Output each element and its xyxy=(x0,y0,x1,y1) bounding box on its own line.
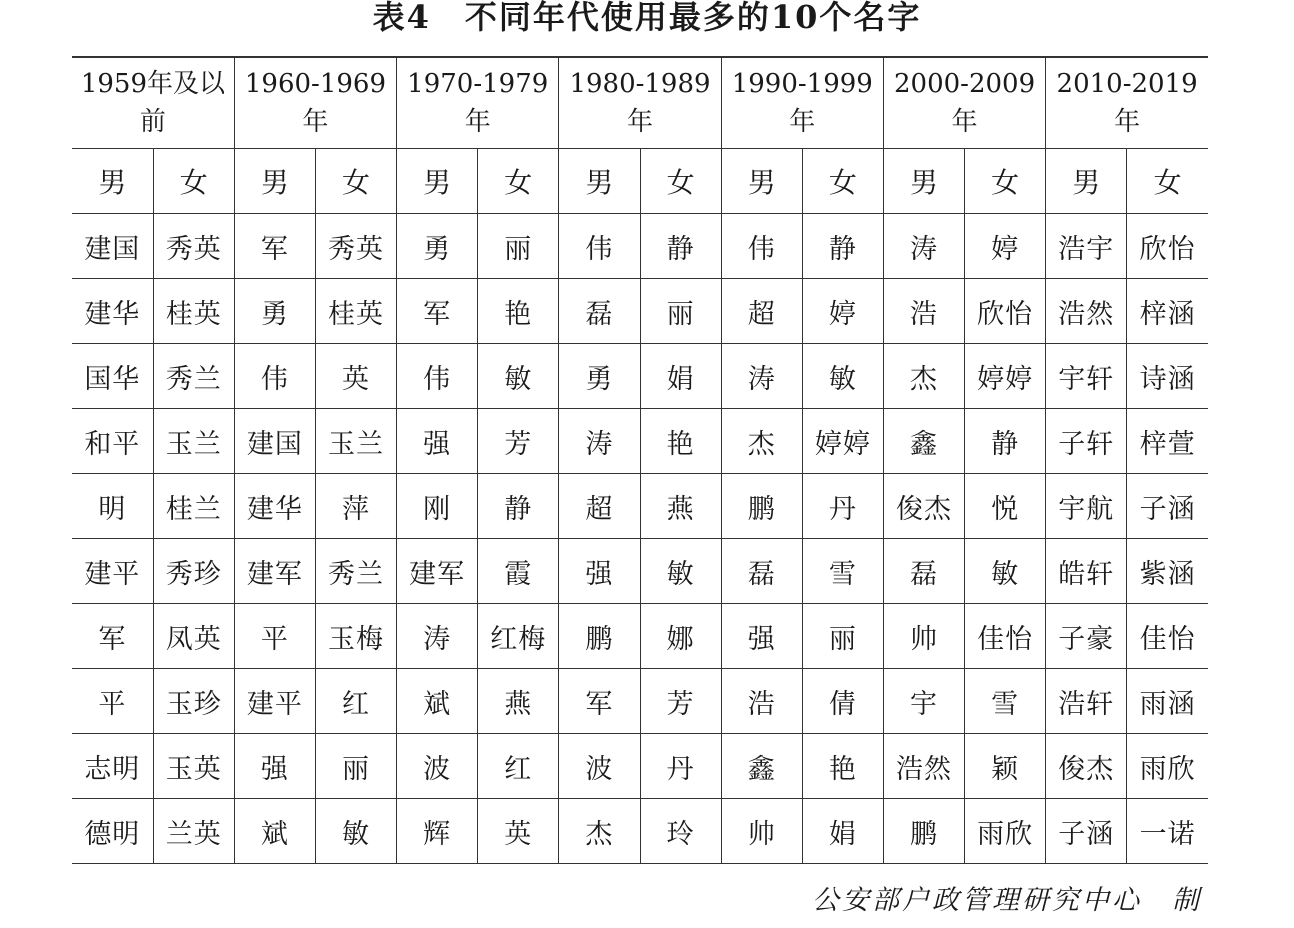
name-cell: 萍 xyxy=(315,474,396,539)
name-cell: 建华 xyxy=(72,279,153,344)
name-cell: 磊 xyxy=(721,539,802,604)
period-label-line1: 2000-2009 xyxy=(894,69,1036,99)
name-cell: 娟 xyxy=(640,344,721,409)
table-row xyxy=(72,409,1208,474)
name-cell: 兰英 xyxy=(153,799,234,864)
name-cell: 涛 xyxy=(721,344,802,409)
name-cell: 芳 xyxy=(640,669,721,734)
name-cell: 强 xyxy=(559,539,640,604)
name-cell: 杰 xyxy=(721,409,802,474)
name-cell: 浩宇 xyxy=(1046,214,1127,279)
name-cell: 和平 xyxy=(72,409,153,474)
name-cell: 娟 xyxy=(802,799,883,864)
name-cell: 勇 xyxy=(397,214,478,279)
name-cell: 玉珍 xyxy=(153,669,234,734)
name-cell: 丹 xyxy=(802,474,883,539)
name-cell: 涛 xyxy=(559,409,640,474)
name-cell: 雨涵 xyxy=(1127,669,1208,734)
gender-header: 男 xyxy=(1046,149,1127,214)
name-cell: 磊 xyxy=(559,279,640,344)
name-cell: 敏 xyxy=(315,799,396,864)
gender-header: 男 xyxy=(883,149,964,214)
name-cell: 帅 xyxy=(721,799,802,864)
name-cell: 国华 xyxy=(72,344,153,409)
name-cell: 艳 xyxy=(640,409,721,474)
gender-header: 女 xyxy=(640,149,721,214)
name-cell: 建军 xyxy=(397,539,478,604)
name-cell: 强 xyxy=(234,734,315,799)
name-cell: 静 xyxy=(478,474,559,539)
name-cell: 艳 xyxy=(802,734,883,799)
name-cell: 玉梅 xyxy=(315,604,396,669)
table-row xyxy=(72,344,1208,409)
popular-names-table xyxy=(72,56,1208,864)
name-cell: 波 xyxy=(559,734,640,799)
name-cell: 雪 xyxy=(965,669,1046,734)
name-cell: 一诺 xyxy=(1127,799,1208,864)
name-cell: 浩 xyxy=(883,279,964,344)
name-cell: 磊 xyxy=(883,539,964,604)
name-cell: 诗涵 xyxy=(1127,344,1208,409)
gender-header-row xyxy=(72,149,1208,214)
name-cell: 梓涵 xyxy=(1127,279,1208,344)
period-label-line2: 年 xyxy=(302,107,329,137)
period-label-line1: 1970-1979 xyxy=(407,69,549,99)
table-row xyxy=(72,279,1208,344)
name-cell: 勇 xyxy=(234,279,315,344)
period-label-line1: 2010-2019 xyxy=(1056,69,1198,99)
name-cell: 敏 xyxy=(478,344,559,409)
name-cell: 玉兰 xyxy=(153,409,234,474)
period-label-line2: 年 xyxy=(464,107,491,137)
name-cell: 涛 xyxy=(397,604,478,669)
name-cell: 颖 xyxy=(965,734,1046,799)
name-cell: 俊杰 xyxy=(883,474,964,539)
period-header xyxy=(397,57,559,149)
gender-header: 女 xyxy=(478,149,559,214)
name-cell: 子轩 xyxy=(1046,409,1127,474)
source-credit: 公安部户政管理研究中心 制 xyxy=(812,885,1202,916)
name-cell: 秀珍 xyxy=(153,539,234,604)
name-cell: 敏 xyxy=(965,539,1046,604)
name-cell: 悦 xyxy=(965,474,1046,539)
name-cell: 强 xyxy=(721,604,802,669)
name-cell: 建国 xyxy=(72,214,153,279)
name-cell: 佳怡 xyxy=(965,604,1046,669)
name-cell: 鑫 xyxy=(721,734,802,799)
name-cell: 宇轩 xyxy=(1046,344,1127,409)
name-cell: 欣怡 xyxy=(965,279,1046,344)
name-cell: 杰 xyxy=(559,799,640,864)
name-cell: 平 xyxy=(72,669,153,734)
gender-header: 男 xyxy=(234,149,315,214)
period-label-line2: 年 xyxy=(789,107,816,137)
name-cell: 霞 xyxy=(478,539,559,604)
table-row xyxy=(72,214,1208,279)
name-cell: 欣怡 xyxy=(1127,214,1208,279)
name-cell: 鹏 xyxy=(883,799,964,864)
name-cell: 伟 xyxy=(559,214,640,279)
period-label-line2: 年 xyxy=(1114,107,1141,137)
name-cell: 辉 xyxy=(397,799,478,864)
name-cell: 丽 xyxy=(478,214,559,279)
period-label-line1: 1959年及以 xyxy=(80,69,225,99)
name-cell: 伟 xyxy=(397,344,478,409)
name-cell: 刚 xyxy=(397,474,478,539)
name-cell: 平 xyxy=(234,604,315,669)
period-header xyxy=(883,57,1045,149)
gender-header: 男 xyxy=(721,149,802,214)
name-cell: 玉英 xyxy=(153,734,234,799)
name-cell: 丽 xyxy=(640,279,721,344)
table-row xyxy=(72,474,1208,539)
gender-header: 女 xyxy=(965,149,1046,214)
table-row xyxy=(72,734,1208,799)
name-cell: 军 xyxy=(72,604,153,669)
period-header xyxy=(1046,57,1208,149)
name-cell: 丽 xyxy=(315,734,396,799)
name-cell: 杰 xyxy=(883,344,964,409)
name-cell: 明 xyxy=(72,474,153,539)
name-cell: 英 xyxy=(478,799,559,864)
table-row xyxy=(72,604,1208,669)
name-cell: 涛 xyxy=(883,214,964,279)
name-cell: 雨欣 xyxy=(1127,734,1208,799)
name-cell: 婷婷 xyxy=(802,409,883,474)
name-cell: 秀英 xyxy=(153,214,234,279)
name-cell: 建平 xyxy=(234,669,315,734)
name-cell: 军 xyxy=(397,279,478,344)
period-label-line1: 1960-1969 xyxy=(244,69,386,99)
name-cell: 帅 xyxy=(883,604,964,669)
name-cell: 静 xyxy=(802,214,883,279)
table-row xyxy=(72,669,1208,734)
name-cell: 秀兰 xyxy=(315,539,396,604)
period-header xyxy=(721,57,883,149)
name-cell: 燕 xyxy=(478,669,559,734)
name-cell: 芳 xyxy=(478,409,559,474)
period-header-row xyxy=(72,57,1208,149)
name-cell: 丹 xyxy=(640,734,721,799)
gender-header: 男 xyxy=(72,149,153,214)
gender-header: 女 xyxy=(1127,149,1208,214)
name-cell: 勇 xyxy=(559,344,640,409)
name-cell: 子涵 xyxy=(1046,799,1127,864)
name-cell: 婷 xyxy=(965,214,1046,279)
name-cell: 静 xyxy=(640,214,721,279)
period-label-line1: 1980-1989 xyxy=(569,69,711,99)
name-cell: 红 xyxy=(315,669,396,734)
period-label-line2: 年 xyxy=(951,107,978,137)
name-cell: 强 xyxy=(397,409,478,474)
name-cell: 娜 xyxy=(640,604,721,669)
name-cell: 雨欣 xyxy=(965,799,1046,864)
name-cell: 英 xyxy=(315,344,396,409)
name-cell: 斌 xyxy=(234,799,315,864)
name-cell: 紫涵 xyxy=(1127,539,1208,604)
name-cell: 桂英 xyxy=(153,279,234,344)
name-cell: 超 xyxy=(721,279,802,344)
name-cell: 梓萱 xyxy=(1127,409,1208,474)
name-cell: 建平 xyxy=(72,539,153,604)
name-cell: 桂兰 xyxy=(153,474,234,539)
table-title: 表4 不同年代使用最多的10个名字 xyxy=(372,0,922,36)
name-cell: 红梅 xyxy=(478,604,559,669)
name-cell: 鹏 xyxy=(559,604,640,669)
name-cell: 凤英 xyxy=(153,604,234,669)
name-cell: 玲 xyxy=(640,799,721,864)
period-label-line1: 1990-1999 xyxy=(731,69,873,99)
name-cell: 建华 xyxy=(234,474,315,539)
name-cell: 建军 xyxy=(234,539,315,604)
period-header xyxy=(559,57,721,149)
gender-header: 女 xyxy=(315,149,396,214)
name-cell: 燕 xyxy=(640,474,721,539)
name-cell: 敏 xyxy=(640,539,721,604)
name-cell: 红 xyxy=(478,734,559,799)
period-label-line2: 前 xyxy=(139,107,166,137)
name-cell: 建国 xyxy=(234,409,315,474)
name-cell: 超 xyxy=(559,474,640,539)
name-cell: 伟 xyxy=(721,214,802,279)
name-cell: 志明 xyxy=(72,734,153,799)
name-cell: 浩轩 xyxy=(1046,669,1127,734)
name-cell: 静 xyxy=(965,409,1046,474)
name-cell: 桂英 xyxy=(315,279,396,344)
name-cell: 秀英 xyxy=(315,214,396,279)
name-cell: 玉兰 xyxy=(315,409,396,474)
name-cell: 雪 xyxy=(802,539,883,604)
name-cell: 浩然 xyxy=(883,734,964,799)
name-cell: 俊杰 xyxy=(1046,734,1127,799)
name-cell: 佳怡 xyxy=(1127,604,1208,669)
table-row xyxy=(72,799,1208,864)
name-cell: 德明 xyxy=(72,799,153,864)
period-label-line2: 年 xyxy=(626,107,653,137)
name-cell: 婷 xyxy=(802,279,883,344)
period-header xyxy=(234,57,396,149)
gender-header: 女 xyxy=(802,149,883,214)
table-row xyxy=(72,539,1208,604)
name-cell: 浩然 xyxy=(1046,279,1127,344)
name-cell: 皓轩 xyxy=(1046,539,1127,604)
name-cell: 婷婷 xyxy=(965,344,1046,409)
names-table-body xyxy=(72,214,1208,864)
name-cell: 子涵 xyxy=(1127,474,1208,539)
name-cell: 波 xyxy=(397,734,478,799)
name-cell: 艳 xyxy=(478,279,559,344)
gender-header: 男 xyxy=(559,149,640,214)
name-cell: 倩 xyxy=(802,669,883,734)
period-header xyxy=(72,57,234,149)
name-cell: 宇 xyxy=(883,669,964,734)
name-cell: 秀兰 xyxy=(153,344,234,409)
name-cell: 浩 xyxy=(721,669,802,734)
name-cell: 鑫 xyxy=(883,409,964,474)
name-cell: 子豪 xyxy=(1046,604,1127,669)
name-cell: 斌 xyxy=(397,669,478,734)
gender-header: 女 xyxy=(153,149,234,214)
name-cell: 丽 xyxy=(802,604,883,669)
name-cell: 鹏 xyxy=(721,474,802,539)
name-cell: 军 xyxy=(234,214,315,279)
gender-header: 男 xyxy=(397,149,478,214)
name-cell: 宇航 xyxy=(1046,474,1127,539)
name-cell: 军 xyxy=(559,669,640,734)
name-cell: 伟 xyxy=(234,344,315,409)
name-cell: 敏 xyxy=(802,344,883,409)
